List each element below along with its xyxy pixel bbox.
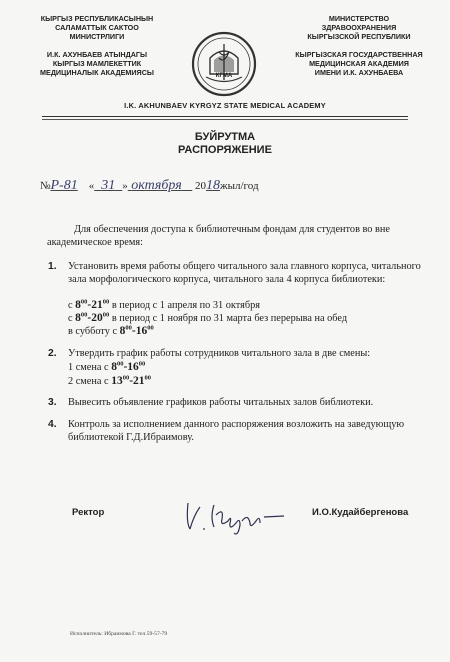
order-number-date: [40, 178, 259, 194]
header-right-line: ЗДРАВООХРАНЕНИЯ: [321, 23, 397, 32]
header-left-line: САЛАМАТТЫК САКТОО: [55, 23, 139, 32]
schedule-prefix: с: [68, 300, 76, 311]
document-title-russian: РАСПОРЯЖЕНИЕ: [178, 144, 272, 156]
end-minutes: 00: [147, 324, 154, 332]
schedule-line: [68, 361, 428, 375]
order-year-suffix: 18: [206, 178, 220, 193]
handwritten-signature: [180, 493, 290, 539]
header-left-line: МЕДИЦИНАЛЫК АКАДЕМИЯСЫ: [40, 68, 154, 77]
dash: -: [129, 375, 134, 387]
number-sign: №: [40, 180, 51, 192]
start-minutes: 00: [80, 298, 88, 306]
item-text: Контроль за исполнением данного распоряжения возложить на заведующую библиотекой Г.Д.Ибраимову.: [68, 419, 405, 443]
start-minutes: 00: [125, 324, 132, 332]
header-left-line: МИНИСТРЛИГИ: [69, 32, 125, 41]
order-year-prefix: 20: [195, 180, 206, 192]
end-hour: 21: [133, 375, 145, 387]
end-hour: 16: [127, 361, 139, 373]
schedule-prefix: с: [68, 313, 76, 324]
header-english-name: I.K. AKHUNBAEV KYRGYZ STATE MEDICAL ACADEMY: [124, 101, 326, 110]
header-divider-thin: [42, 119, 408, 120]
academy-emblem: [190, 30, 258, 98]
quote-open: «: [88, 180, 95, 192]
header-divider: [42, 116, 408, 117]
item-number: 2.: [48, 348, 57, 359]
end-hour: 16: [135, 325, 148, 337]
start-hour: 8: [111, 361, 117, 373]
item-text: Установить время работы общего читального зала главного корпуса, читального зала морфологического корпуса, читального зала 4 корпуса библиотеки:: [68, 261, 421, 285]
item-number: 4.: [48, 419, 57, 430]
schedule-line: [68, 312, 428, 326]
end-hour: 20: [91, 312, 103, 324]
rector-label: Ректор: [72, 507, 105, 518]
end-minutes: 00: [102, 311, 110, 319]
schedule-prefix: 2 смена с: [68, 376, 112, 387]
header-right-line: КЫРГЫЗСКОЙ РЕСПУБЛИКИ: [307, 32, 411, 41]
schedule-rest: в период с 1 апреля по 31 октября: [109, 300, 260, 311]
header-left-line: КЫРГЫЗ РЕСПУБЛИКАСЫНЫН: [40, 14, 154, 23]
start-hour: 13: [111, 375, 123, 387]
quote-close: »: [122, 180, 128, 192]
header-left-gap: [22, 41, 172, 50]
order-number: Р-81: [50, 178, 78, 193]
schedule-line: [68, 325, 428, 339]
header-left-line: КЫРГЫЗ МАМЛЕКЕТТИК: [52, 59, 142, 68]
schedule-prefix: 1 смена с: [68, 362, 112, 373]
header-left-line: И.К. АХУНБАЕВ АТЫНДАГЫ: [46, 50, 148, 59]
start-hour: 8: [75, 312, 81, 324]
executor-footer: Исполнитель: Ибраимова Г. тел.59-57-79: [70, 631, 168, 637]
schedule-rest: в период с 1 ноября по 31 марта без перерыва на обед: [109, 313, 348, 324]
dash: -: [131, 325, 136, 337]
end-minutes: 00: [102, 298, 110, 306]
order-year-label: жыл/год: [220, 180, 259, 192]
item-text: Вывесить объявление графиков работы читальных залов библиотеки.: [68, 397, 374, 408]
header-right-line: МИНИСТЕРСТВО: [328, 14, 390, 23]
dash: -: [87, 312, 92, 324]
schedule-prefix: в субботу с: [68, 326, 120, 337]
dash: -: [123, 361, 128, 373]
order-day: 31: [101, 178, 116, 193]
end-minutes: 00: [138, 360, 146, 368]
header-right-line: МЕДИЦИНСКАЯ АКАДЕМИЯ: [309, 59, 409, 68]
header-left-kyrgyz: [22, 14, 172, 77]
start-hour: 8: [119, 325, 126, 337]
start-minutes: 00: [80, 311, 88, 319]
schedule-line: [68, 375, 428, 389]
start-minutes: 00: [122, 374, 130, 382]
end-minutes: 00: [144, 374, 152, 382]
item-number: 3.: [48, 397, 57, 408]
header-right-line: ИМЕНИ И.К. АХУНБАЕВА: [314, 68, 404, 77]
order-month: октября: [131, 178, 182, 193]
header-right-russian: [283, 14, 435, 77]
item-number: 1.: [48, 261, 57, 272]
header-right-line: КЫРГЫЗСКАЯ ГОСУДАРСТВЕННАЯ: [295, 50, 423, 59]
header-right-gap: [283, 41, 435, 50]
end-hour: 21: [91, 299, 103, 311]
start-minutes: 00: [116, 360, 124, 368]
schedule-line: [68, 299, 428, 313]
start-hour: 8: [75, 299, 81, 311]
emblem-text: КГМА: [215, 73, 233, 79]
document-title-kyrgyz: БУЙРУТМА: [194, 131, 256, 143]
rector-name: И.О.Кудайбергенова: [312, 507, 409, 518]
item-text: Утвердить график работы сотрудников читального зала в две смены:: [68, 348, 371, 359]
intro-paragraph: Для обеспечения доступа к библиотечным фондам для студентов во вне академическое время:: [47, 224, 390, 248]
dash: -: [87, 299, 92, 311]
